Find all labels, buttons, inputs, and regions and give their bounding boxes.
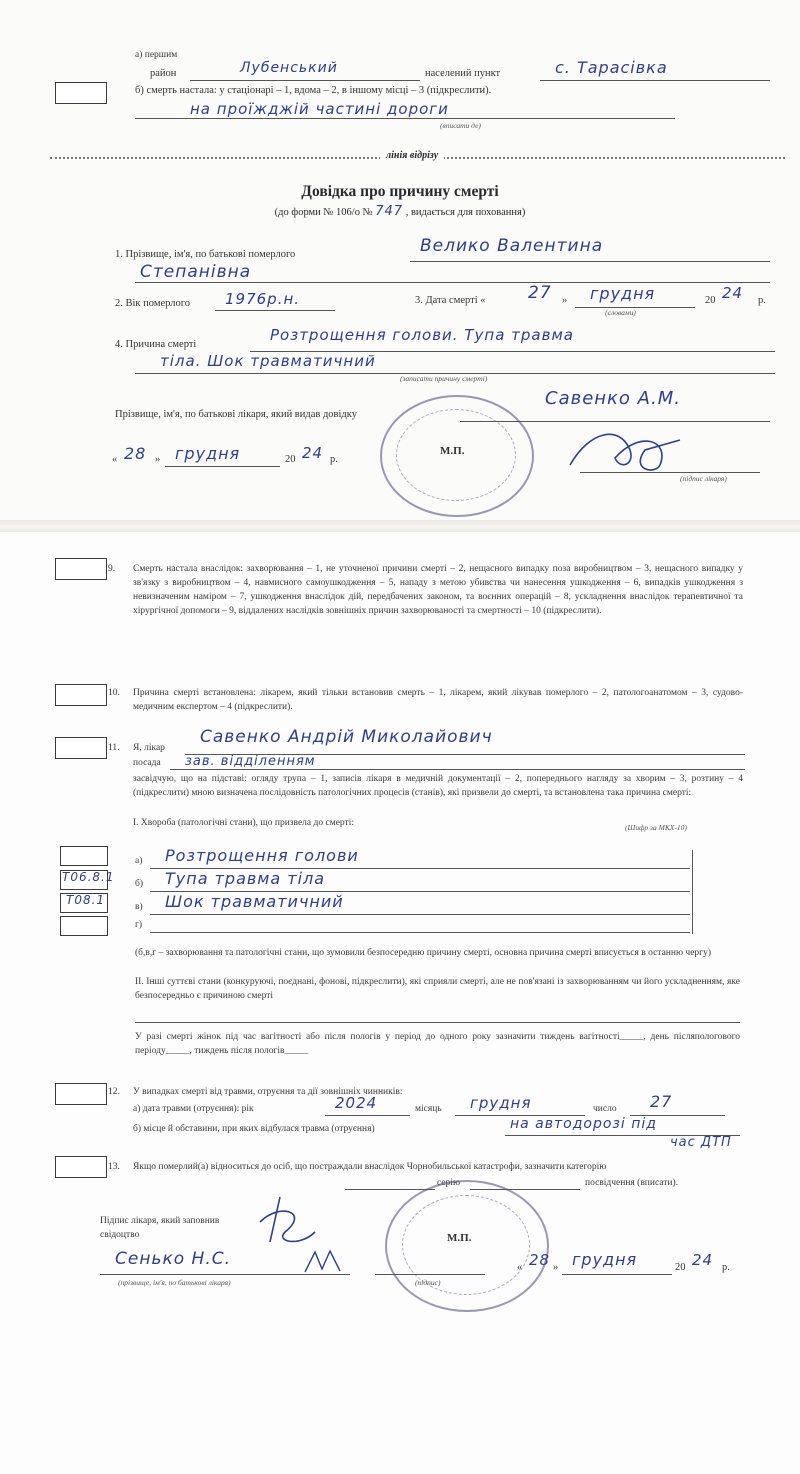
doctor-signature-2 xyxy=(240,1192,320,1252)
doctor-value: Савенко А.М. xyxy=(545,388,681,409)
q11-b-value: Тупа травма тіла xyxy=(165,869,326,888)
q12-place-label: б) місце й обставини, при яких відбулася травма (отруєння) xyxy=(133,1124,375,1134)
certificate-title: Довідка про причину смерті xyxy=(301,183,499,200)
death-place-line xyxy=(135,118,675,119)
q12-code-box[interactable] xyxy=(55,1083,107,1105)
q4-caption: (записати причину смерті) xyxy=(400,374,488,383)
q11-d-line xyxy=(150,932,690,933)
q9-num: 9. xyxy=(108,564,116,574)
q11-b-label: б) xyxy=(135,879,143,889)
q3-caption: (словами) xyxy=(605,308,636,317)
sig-line xyxy=(580,472,760,473)
q13-code-box[interactable] xyxy=(55,1156,107,1178)
sig-caption: (підпис лікаря) xyxy=(680,474,727,483)
round-stamp xyxy=(380,395,534,517)
date-open-quote: « xyxy=(517,1262,523,1273)
q11-b-code: Т06.8.1 xyxy=(62,870,115,884)
q12-text: У випадках смерті від травми, отруєння та дії зовнішніх чинників: xyxy=(133,1087,403,1097)
date-year-prefix: 20 xyxy=(675,1262,686,1273)
death-place-label: б) смерть настала: у стаціонарі – 1, вдома – 2, в іншому місці – 3 (підкреслити). xyxy=(135,85,492,96)
death-place-value: на проїжджій частині дороги xyxy=(190,100,449,118)
q13-num: 13. xyxy=(108,1162,120,1172)
q11-part1-label: І. Хвороба (патологічні стани), що призвела до смерті: xyxy=(133,818,354,828)
doctor-signature xyxy=(560,420,700,480)
issue-open-quote: « xyxy=(112,454,118,465)
q11-a-label: а) xyxy=(135,856,143,866)
issue-close-quote: » xyxy=(155,454,161,465)
q11-part2-line xyxy=(135,1022,740,1023)
q11-d-code-box[interactable] xyxy=(60,916,108,936)
fragment-label: а) першим xyxy=(135,50,178,60)
q11-a-value: Розтрощення голови xyxy=(165,846,359,865)
date-day: 28 xyxy=(529,1251,551,1269)
q13-text: Якщо померлий(а) відноситься до осіб, що постраждали внаслідок Чорнобильської катастрофи, зазначити категорію xyxy=(133,1162,607,1172)
q4-value-line2: тіла. Шок травматичний xyxy=(160,352,376,370)
q12-month-label: місяць xyxy=(415,1104,442,1114)
q11-d-label: г) xyxy=(135,920,143,930)
death-place-caption: (вписати де) xyxy=(440,121,481,130)
initial-signature xyxy=(300,1247,350,1277)
district-value: Лубенський xyxy=(240,60,338,76)
code-box-death-place[interactable] xyxy=(55,82,107,104)
q11-code-divider xyxy=(692,850,693,934)
q11-c-code: Т08.1 xyxy=(66,893,106,907)
signature-name-caption: (прізвище, ім'я, по батькові лікаря) xyxy=(118,1278,231,1287)
q11-position-label: посада xyxy=(133,758,161,768)
q11-text: засвідчую, що на підставі: огляду трупа – 1, записів лікаря в медичній документації – 2, попереднього нагляду за хворим – 3, розтину – 4 (підкреслити) мною визначена послідовність патологічних процесів (станів), які призвели до смерті, та встановлена така причина смерті: xyxy=(133,774,743,798)
q11-doctor-value: Савенко Андрій Миколайович xyxy=(200,727,493,747)
q1-value-line1: Велико Валентина xyxy=(420,236,604,256)
settlement-label: населений пункт xyxy=(425,68,501,79)
issue-month-line xyxy=(165,466,280,467)
subtitle-suffix: , видається для поховання) xyxy=(405,207,526,218)
q11-c-line xyxy=(150,914,690,915)
q11-position-value: зав. відділенням xyxy=(185,754,316,769)
q11-label: Я, лікар xyxy=(133,743,165,753)
q12-month-value: грудня xyxy=(470,1094,532,1112)
stamp-2-mp: М.П. xyxy=(447,1232,472,1244)
date-year-suffix: р. xyxy=(722,1262,730,1273)
q11-code-caption: (Шифр за МКХ-10) xyxy=(625,823,687,832)
q2-line xyxy=(215,310,335,311)
q12-place-value-line2: час ДТП xyxy=(670,1135,732,1150)
q11-part2: ІІ. Інші суттєві стани (конкуруючі, поєднані, фонові, підкреслити), які сприяли смерті, але не пов'язані із захворюванням чи його ускладненням, яке безпосередньо є причиною смерті xyxy=(135,977,740,1001)
round-stamp-2 xyxy=(385,1180,549,1312)
q4-value-line1: Розтрощення голови. Тупа травма xyxy=(270,326,574,344)
death-certificate-bottom-sheet xyxy=(0,532,800,1474)
q12-place-value-line1: на автодорозі під xyxy=(510,1116,657,1132)
q10-num: 10. xyxy=(108,688,120,698)
q11-c-value: Шок травматичний xyxy=(165,892,344,911)
stamp-2-inner-ring xyxy=(402,1195,530,1295)
issue-year-suffix: р. xyxy=(330,454,338,465)
sig-caption-2: (підпис) xyxy=(415,1278,441,1287)
issue-day: 28 xyxy=(124,444,147,463)
date-month-line xyxy=(562,1274,672,1275)
q12-day-label: число xyxy=(593,1104,617,1114)
settlement-value: с. Тарасівка xyxy=(555,58,668,77)
q1-line1 xyxy=(410,261,770,262)
issue-year-prefix: 20 xyxy=(285,454,296,465)
q2-value: 1976р.н. xyxy=(225,290,301,308)
issue-month: грудня xyxy=(175,444,241,463)
q11-pregnancy: У разі смерті жінок під час вагітності або після пологів у період до одного року зазначити тиждень вагітності_____, день післяпологового періоду_____, тиждень після пологів_____ xyxy=(135,1032,740,1056)
q3-year-suffix: р. xyxy=(758,295,766,306)
q11-code-box[interactable] xyxy=(55,737,107,759)
q3-year: 24 xyxy=(722,284,744,302)
signature-label: Підпис лікаря, який заповнив свідоцтво xyxy=(100,1216,220,1240)
date-close-quote: » xyxy=(553,1262,559,1273)
q10-code-box[interactable] xyxy=(55,684,107,706)
q1-line2 xyxy=(135,282,770,283)
q13-cert-label: посвідчення (вписати). xyxy=(585,1178,679,1188)
settlement-line xyxy=(540,80,770,81)
district-label: район xyxy=(150,68,177,79)
subtitle-prefix: (до форми № 106/о № xyxy=(274,207,373,218)
q12-year-value: 2024 xyxy=(335,1094,378,1112)
q4-label: 4. Причина смерті xyxy=(115,339,197,350)
certificate-number: 747 xyxy=(375,204,404,219)
q11-a-code-box[interactable] xyxy=(60,846,108,866)
q3-day: 27 xyxy=(528,283,552,303)
q3-label: 3. Дата смерті « xyxy=(415,295,486,306)
q12-year-line xyxy=(325,1115,410,1116)
signature-name: Сенько Н.С. xyxy=(115,1249,231,1269)
q11-num: 11. xyxy=(108,743,120,753)
q1-value-line2: Степанівна xyxy=(140,262,252,282)
q11-c-label: в) xyxy=(135,902,143,912)
district-line xyxy=(190,80,420,81)
q9-text: Смерть настала внаслідок: захворювання – 1, не уточненої причини смерті – 2, нещасного випадку поза виробництвом – 3, нещасного випадку у зв'язку з виробництвом – 4, навмисного самоушкодження – 5, нападу з метою убивства чи нанесення ушкодження – 6, випадків ушкодження з невизначеним наміром – 7, ушкодження внаслідок дій, передбачених законом, та воєнних операцій – 8, ускладнення внаслідок терапевтичної та хірургічної допомоги – 9, віддалених наслідків зовнішніх причин захворюваності та смертності – 10 (підкреслити). xyxy=(133,564,743,616)
q9-code-box[interactable] xyxy=(55,558,107,580)
q2-label: 2. Вік померлого xyxy=(115,298,191,309)
death-certificate-top-sheet xyxy=(0,0,800,522)
certificate-subtitle xyxy=(0,204,800,219)
q12-day-value: 27 xyxy=(650,1092,673,1111)
q13-series-label: серію xyxy=(437,1178,461,1188)
q12-num: 12. xyxy=(108,1087,120,1097)
q3-sep: » xyxy=(562,295,568,306)
q3-month: грудня xyxy=(590,284,656,303)
q11-position-line xyxy=(170,769,745,770)
q3-year-prefix: 20 xyxy=(705,295,716,306)
q1-label: 1. Прізвище, ім'я, по батькові померлого xyxy=(115,249,296,260)
q12-date-label: а) дата травми (отруєння): рік xyxy=(133,1104,254,1114)
doctor-label: Прізвище, ім'я, по батькові лікаря, який видав довідку xyxy=(115,409,357,420)
issue-year: 24 xyxy=(302,444,324,462)
date-year: 24 xyxy=(692,1251,714,1269)
cut-line-label: лінія відрізу xyxy=(380,150,444,161)
q11-note: (б,в,г – захворювання та патологічні стани, що зумовили безпосередню причину смерті, основна причина смерті вписується в останню чергу) xyxy=(135,948,711,958)
date-month: грудня xyxy=(572,1250,638,1269)
q10-text: Причина смерті встановлена: лікарем, який тільки встановив смерть – 1, лікарем, який лікував померлого – 2, патологоанатомом – 3, судово-медичним експертом – 4 (підкреслити). xyxy=(133,688,743,712)
stamp-mp: М.П. xyxy=(440,445,465,457)
